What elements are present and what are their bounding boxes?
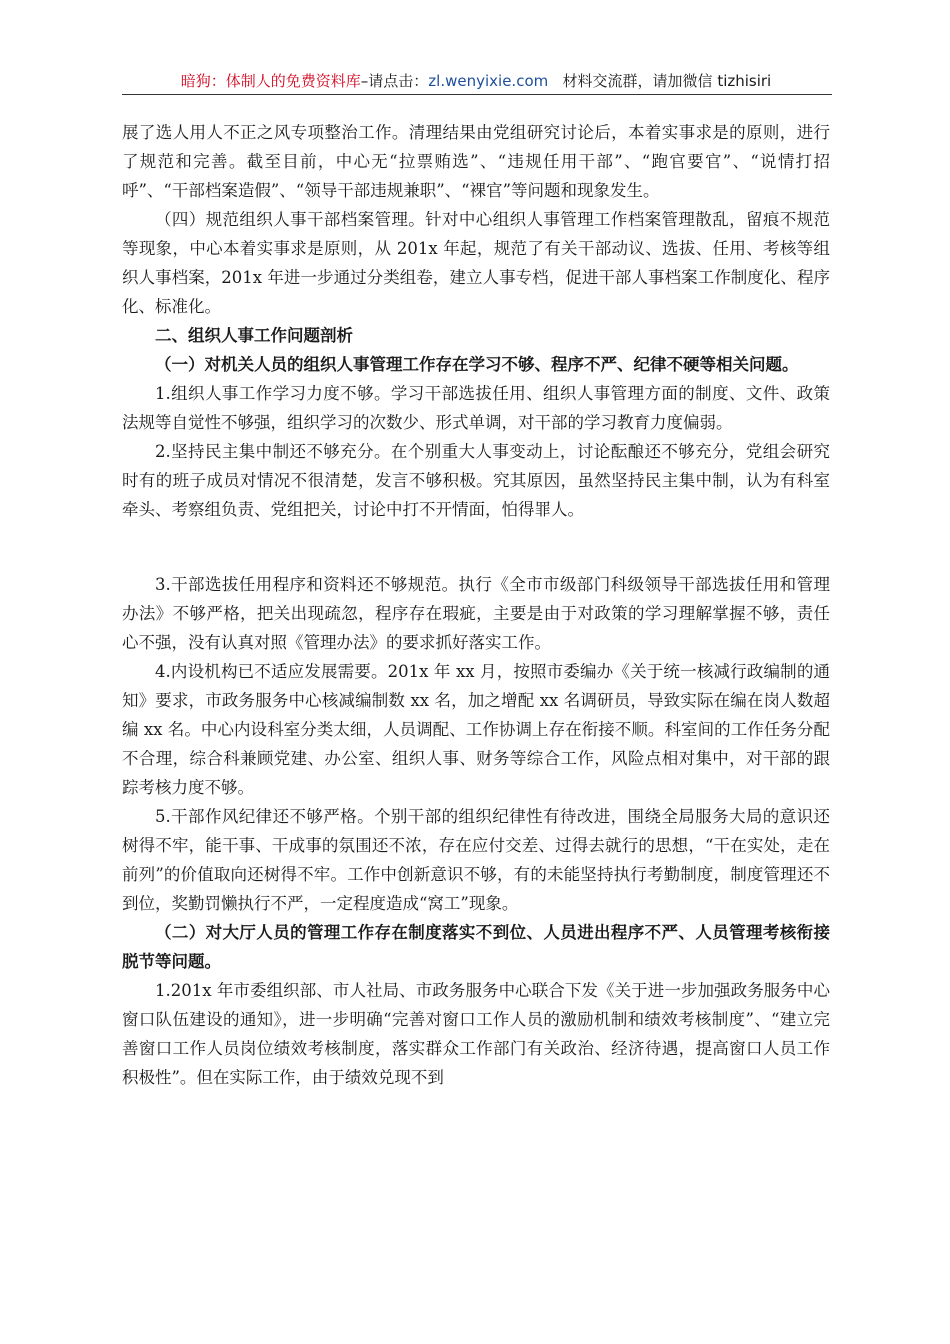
- paragraph-item-1: 1.组织人事工作学习力度不够。学习干部选拔任用、组织人事管理方面的制度、文件、政策法规等自觉性不够强，组织学习的次数少、形式单调，对干部的学习教育力度偏弱。: [122, 384, 830, 432]
- paragraph-continuation: 展了选人用人不正之风专项整治工作。清理结果由党组研究讨论后，本着实事求是的原则，进行了规范和完善。截至目前，中心无“拉票贿选”、“违规任用干部”、“跑官要官”、“说情打招呼”、“干部档案造假”、“领导干部违规兼职”、“裸官”等问题和现象发生。: [122, 123, 830, 200]
- paragraph-item-5: 5.干部作风纪律还不够严格。个别干部的组织纪律性有待改进，围绕全局服务大局的意识还树得不牢，能干事、干成事的氛围还不浓，存在应付交差、过得去就行的思想，“干在实处，走在前列”的价值取向还树得不牢。工作中创新意识不够，有的未能坚持执行考勤制度，制度管理还不到位，奖勤罚懒执行不严，一定程度造成“窝工”现象。: [122, 807, 830, 913]
- header-divider: [122, 94, 832, 95]
- header-click-prompt: –请点击：: [360, 72, 429, 90]
- header-url-link[interactable]: zl.wenyixie.com: [428, 72, 549, 90]
- paragraph-item-2: 2.坚持民主集中制还不够充分。在个别重大人事变动上，讨论酝酿还不够充分，党组会研究时有的班子成员对情况不很清楚，发言不够积极。究其原因，虽然坚持民主集中制，认为有科室牵头、考察组负责、党组把关，讨论中打不开情面，怕得罪人。: [122, 442, 830, 519]
- document-body: [122, 118, 830, 1092]
- paragraph-item-3: 3.干部选拔任用程序和资料还不够规范。执行《全市市级部门科级领导干部选拔任用和管理办法》不够严格，把关出现疏忽，程序存在瑕疵，主要是由于对政策的学习理解掌握不够，责任心不强，没有认真对照《管理办法》的要求抓好落实工作。: [122, 575, 830, 652]
- paragraph-item-4: 4.内设机构已不适应发展需要。201x 年 xx 月，按照市委编办《关于统一核减行政编制的通知》要求，市政务服务中心核减编制数 xx 名，加之增配 xx 名调研员，导致实际在编在岗人数超编 xx 名。中心内设科室分类太细，人员调配、工作协调上存在衔接不顺。科室间的工作任务分配不合理，综合科兼顾党建、办公室、组织人事、财务等综合工作，风险点相对集中，对干部的跟踪考核力度不够。: [122, 662, 830, 797]
- page-header: [122, 70, 830, 92]
- header-wechat-prompt: 材料交流群，请加微信 tizhisiri: [562, 72, 772, 90]
- subsection-heading-1: （一）对机关人员的组织人事管理工作存在学习不够、程序不严、纪律不硬等相关问题。: [155, 355, 799, 374]
- section-heading-2: 二、组织人事工作问题剖析: [155, 326, 353, 345]
- paragraph-archive-management: （四）规范组织人事干部档案管理。针对中心组织人事管理工作档案管理散乱，留痕不规范等现象，中心本着实事求是原则，从 201x 年起，规范了有关干部动议、选拔、任用、考核等组织人事档案，201x 年进一步通过分类组卷，建立人事专档，促进干部人事档案工作制度化、程序化、标准化。: [122, 210, 830, 316]
- header-site-name: 暗狗：体制人的免费资料库: [180, 72, 361, 90]
- blank-gap: [122, 524, 830, 570]
- paragraph-hall-item-1: 1.201x 年市委组织部、市人社局、市政务服务中心联合下发《关于进一步加强政务服务中心窗口队伍建设的通知》，进一步明确“完善对窗口工作人员的激励机制和绩效考核制度”、“建立完善窗口工作人员岗位绩效考核制度，落实群众工作部门有关政治、经济待遇，提高窗口人员工作积极性”。但在实际工作，由于绩效兑现不到: [122, 981, 830, 1087]
- subsection-heading-2: （二）对大厅人员的管理工作存在制度落实不到位、人员进出程序不严、人员管理考核衔接脱节等问题。: [122, 923, 830, 971]
